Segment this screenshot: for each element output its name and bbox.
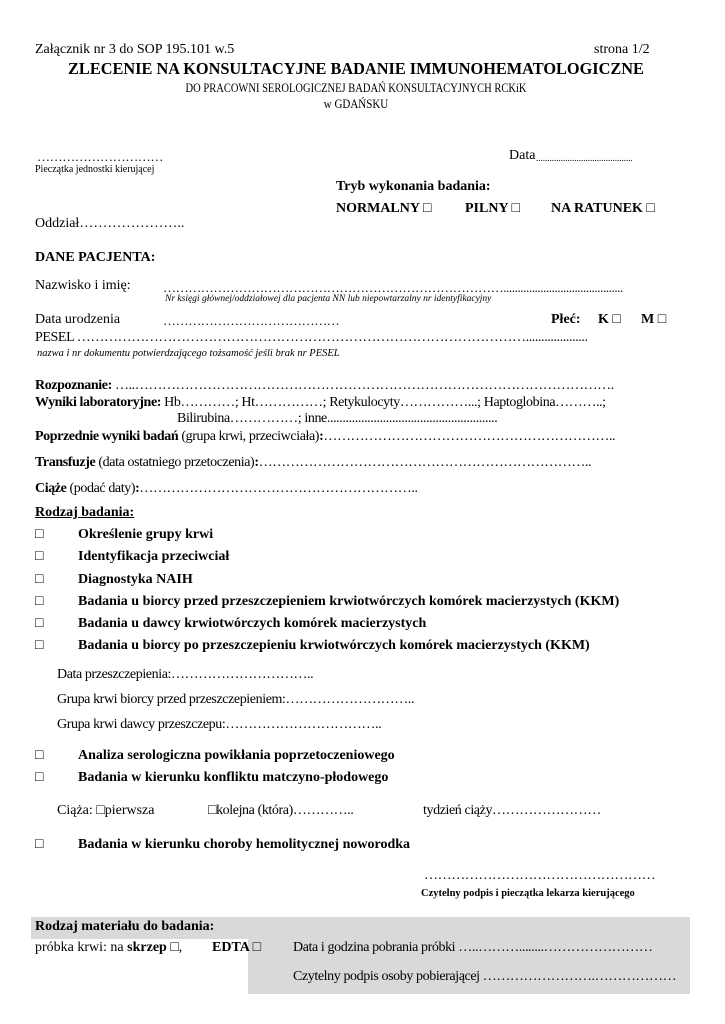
test-option[interactable] bbox=[35, 616, 51, 632]
mode-normal[interactable] bbox=[336, 201, 431, 217]
sex-k-option[interactable] bbox=[598, 312, 621, 328]
checkbox-icon[interactable]: □ bbox=[252, 940, 262, 955]
comma: , bbox=[178, 940, 183, 955]
pregnancy-label: Ciąże bbox=[35, 481, 67, 496]
edta-label: EDTA bbox=[212, 940, 253, 955]
checkbox-icon[interactable]: □ bbox=[35, 527, 44, 542]
pregnancy-type-label: Ciąża: bbox=[57, 803, 97, 818]
test-label: Badania w kierunku konfliktu matczyno-płodowego bbox=[78, 770, 389, 785]
mode-normal-label: NORMALNY bbox=[336, 201, 423, 216]
checkbox-icon[interactable]: □ bbox=[170, 940, 179, 955]
test-option[interactable] bbox=[35, 572, 51, 588]
test-option[interactable] bbox=[35, 837, 51, 853]
checkbox-icon[interactable]: □ bbox=[35, 549, 44, 564]
test-option[interactable] bbox=[35, 770, 51, 786]
donor-group-field[interactable]: Grupa krwi dawcy przeszczepu:…………………………….. bbox=[57, 717, 382, 732]
patient-heading: DANE PACJENTA: bbox=[35, 250, 156, 265]
previous-results-detail: (grupa krwi, przeciwciała) bbox=[178, 429, 320, 444]
collection-row[interactable] bbox=[293, 940, 652, 956]
checkbox-icon[interactable]: □ bbox=[96, 803, 105, 818]
mode-emergency-label: NA RATUNEK bbox=[551, 201, 647, 216]
test-label: Identyfikacja przeciwciał bbox=[78, 549, 230, 564]
mode-label: Tryb wykonania badania: bbox=[336, 179, 491, 194]
checkbox-icon[interactable]: □ bbox=[35, 638, 44, 653]
diagnosis-label: Rozpoznanie: bbox=[35, 378, 112, 393]
colon: : bbox=[254, 455, 259, 470]
checkbox-icon[interactable]: □ bbox=[511, 201, 521, 216]
lab-results-line1[interactable]: Hb…………; Ht……………; Retykulocyty……………...; Haptoglobina………..; bbox=[161, 395, 606, 410]
checkbox-icon[interactable]: □ bbox=[35, 770, 44, 785]
doctor-signature-label: Czytelny podpis i pieczątka lekarza kierującego bbox=[421, 888, 635, 899]
dob-field[interactable]: …………………………………… bbox=[163, 313, 340, 328]
edta-option[interactable] bbox=[212, 940, 261, 956]
sex-m-option[interactable] bbox=[641, 312, 666, 328]
colon: : bbox=[135, 481, 140, 496]
checkbox-icon[interactable]: □ bbox=[208, 803, 217, 818]
test-label: Badania u biorcy po przeszczepieniu krwiotwórczych komórek macierzystych (KKM) bbox=[78, 638, 590, 653]
mode-urgent-label: PILNY bbox=[465, 201, 512, 216]
pregnancy-next-field[interactable]: kolejna (która)………….. bbox=[216, 803, 354, 818]
stamp-field[interactable]: ………………………… bbox=[37, 149, 164, 164]
checkbox-icon[interactable]: □ bbox=[35, 572, 44, 587]
pregnancy-week-field[interactable]: tydzień ciąży…………………… bbox=[423, 803, 601, 818]
transfusion-label: Transfuzje bbox=[35, 455, 96, 470]
collection-field[interactable]: …..………........…………………… bbox=[458, 940, 653, 955]
pregnancy-detail: (podać daty) bbox=[66, 481, 136, 496]
tests-heading: Rodzaj badania: bbox=[35, 505, 135, 520]
test-label: Badania u dawcy krwiotwórczych komórek macierzystych bbox=[78, 616, 427, 631]
test-label: Analiza serologiczna powikłania poprzetoczeniowego bbox=[78, 748, 395, 763]
mode-emergency[interactable] bbox=[551, 201, 655, 217]
doctor-signature-field[interactable]: …………………………………………… bbox=[424, 868, 656, 883]
date-label: Data bbox=[509, 148, 536, 163]
stamp-label: Pieczątka jednostki kierującej bbox=[35, 164, 155, 175]
previous-results-row[interactable] bbox=[35, 429, 615, 445]
page-number: strona 1/2 bbox=[594, 42, 650, 57]
test-option[interactable] bbox=[35, 748, 51, 764]
test-label: Określenie grupy krwi bbox=[78, 527, 214, 542]
name-note: Nr księgi głównej/oddziałowej dla pacjenta NN lub niepowtarzalny nr identyfikacyjny bbox=[165, 294, 492, 304]
test-label: Diagnostyka NAIH bbox=[78, 572, 193, 587]
colon: : bbox=[319, 429, 324, 444]
material-heading: Rodzaj materiału do badania: bbox=[35, 919, 215, 934]
form-title: ZLECENIE NA KONSULTACYJNE BADANIE IMMUNOHEMATOLOGICZNE bbox=[68, 59, 644, 78]
lab-results-label: Wyniki laboratoryjne: bbox=[35, 395, 162, 410]
checkbox-icon[interactable]: □ bbox=[35, 616, 44, 631]
checkbox-icon[interactable]: □ bbox=[646, 201, 655, 216]
test-label: Badania u biorcy przed przeszczepieniem krwiotwórczych komórek macierzystych (KKM) bbox=[78, 594, 620, 609]
name-label: Nazwisko i imię: bbox=[35, 278, 131, 293]
checkbox-icon[interactable]: □ bbox=[612, 312, 621, 327]
checkbox-icon[interactable]: □ bbox=[35, 594, 44, 609]
sex-k-label: K bbox=[598, 312, 613, 327]
test-option[interactable] bbox=[35, 527, 51, 543]
lab-results-row[interactable] bbox=[35, 395, 606, 411]
diagnosis-field[interactable]: …..……………………………………………………………………………………………. bbox=[111, 378, 614, 393]
lab-results-line2[interactable]: Bilirubina……………; inne....................................................... bbox=[177, 411, 498, 426]
checkbox-icon[interactable]: □ bbox=[35, 837, 44, 852]
pregnancy-first-label: pierwsza bbox=[104, 803, 155, 818]
test-label: Badania w kierunku choroby hemolitycznej noworodka bbox=[78, 837, 411, 852]
collector-label: Czytelny podpis osoby pobierającej bbox=[293, 969, 483, 984]
sample-row[interactable] bbox=[35, 940, 182, 956]
transfusion-field[interactable]: ……………………………………………………………….. bbox=[258, 455, 592, 470]
diagnosis-row[interactable] bbox=[35, 378, 614, 394]
date-field[interactable]: ........................................... bbox=[536, 153, 633, 163]
pregnancy-row[interactable] bbox=[35, 481, 418, 497]
form-subtitle-lab: DO PRACOWNI SEROLOGICZNEJ BADAŃ KONSULTACYJNYCH RCKiK bbox=[185, 80, 527, 95]
checkbox-icon[interactable]: □ bbox=[35, 748, 44, 763]
name-field[interactable]: ……………………………………………………………………….......................................... bbox=[163, 280, 623, 295]
sex-m-label: M bbox=[641, 312, 658, 327]
pregnancy-first-option[interactable] bbox=[57, 803, 155, 819]
clot-label: skrzep bbox=[127, 940, 167, 955]
collector-field[interactable]: …………………….……………… bbox=[482, 969, 677, 984]
checkbox-icon[interactable]: □ bbox=[422, 201, 432, 216]
checkbox-icon[interactable]: □ bbox=[657, 312, 667, 327]
mode-urgent[interactable] bbox=[465, 201, 520, 217]
test-option[interactable] bbox=[35, 594, 51, 610]
recipient-group-field[interactable]: Grupa krwi biorcy przed przeszczepieniem:……………………….. bbox=[57, 692, 415, 707]
test-option[interactable] bbox=[35, 549, 51, 565]
transfusion-row[interactable] bbox=[35, 455, 591, 471]
test-option[interactable] bbox=[35, 638, 51, 654]
sample-label: próbka krwi: na bbox=[35, 940, 128, 955]
previous-results-field[interactable]: ……………………………………………………….. bbox=[323, 429, 616, 444]
sex-label: Płeć: bbox=[551, 312, 581, 327]
dob-label: Data urodzenia bbox=[35, 312, 121, 327]
form-subtitle-city: w GDAŃSKU bbox=[323, 96, 389, 111]
pregnancy-field[interactable]: …………………………………………………….. bbox=[139, 481, 418, 496]
pesel-field[interactable]: PESEL ……………………………………………………………………………………….................... bbox=[35, 330, 588, 345]
pregnancy-next-option[interactable] bbox=[208, 803, 353, 819]
transplant-date-field[interactable]: Data przeszczepienia:………………………….. bbox=[57, 667, 314, 682]
collector-row[interactable] bbox=[293, 969, 676, 985]
ward-field[interactable]: Oddział………………….. bbox=[35, 216, 185, 231]
annex-reference: Załącznik nr 3 do SOP 195.101 w.5 bbox=[35, 42, 235, 57]
collection-label: Data i godzina pobrania próbki bbox=[293, 940, 459, 955]
previous-results-label: Poprzednie wyniki badań bbox=[35, 429, 179, 444]
pesel-note: nazwa i nr dokumentu potwierdzającego tożsamość jeśli brak nr PESEL bbox=[37, 348, 340, 359]
transfusion-detail: (data ostatniego przetoczenia) bbox=[95, 455, 255, 470]
